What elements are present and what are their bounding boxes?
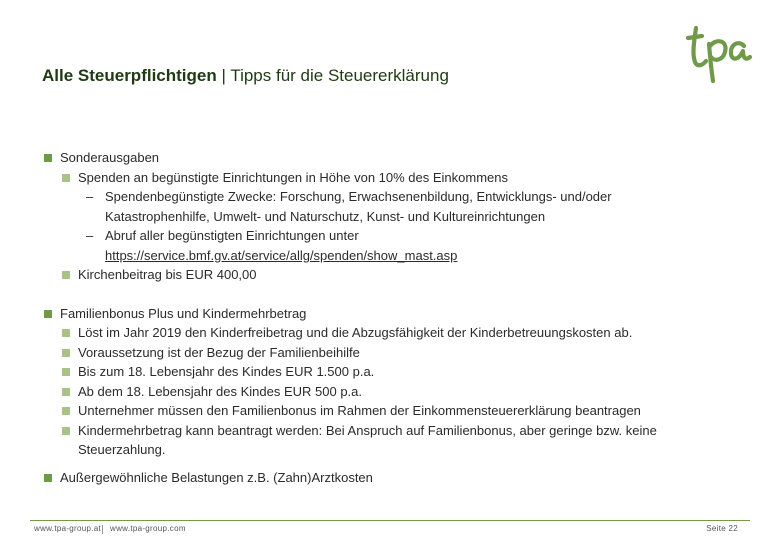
bullet-square-icon: [62, 271, 70, 279]
page-number: Seite 22: [706, 524, 738, 533]
spenden-link[interactable]: https://service.bmf.gv.at/service/allg/spenden/show_mast.asp: [105, 247, 458, 263]
bullet-square-icon: [62, 368, 70, 376]
bullet-square-icon: [62, 427, 70, 435]
footer-divider: [30, 520, 750, 521]
bullet-square-icon: [44, 474, 52, 482]
section-heading: Außergewöhnliche Belastungen z.B. (Zahn)Arztkosten: [42, 468, 732, 488]
list-item-continuation: Steuerzahlung.: [78, 442, 166, 457]
list-item: Kindermehrbetrag kann beantragt werden: Bei Anspruch auf Familienbonus, aber geringe bzw. keine: [42, 421, 732, 441]
title-rest: Tipps für die Steuererklärung: [230, 66, 449, 85]
spenden-link-row: [42, 246, 732, 266]
content-area: [42, 148, 732, 487]
bullet-square-icon: [62, 407, 70, 415]
list-item: Spenden an begünstigte Einrichtungen in Höhe von 10% des Einkommens: [42, 168, 732, 188]
list-item: Voraussetzung ist der Bezug der Familienbeihilfe: [42, 343, 732, 363]
title-separator: |: [216, 66, 231, 85]
sub-list-item-continuation: Katastrophenhilfe, Umwelt- und Naturschutz, Kunst- und Kultureinrichtungen: [105, 208, 546, 224]
bullet-square-icon: [44, 310, 52, 318]
dash-bullet: –: [86, 189, 94, 204]
footer-separator: [102, 525, 103, 534]
list-item: Kirchenbeitrag bis EUR 400,00: [42, 265, 732, 285]
sub-list-item: – Spendenbegünstigte Zwecke: Forschung, Erwachsenenbildung, Entwicklungs- und/oder: [42, 187, 732, 207]
list-item: Unternehmer müssen den Familienbonus im Rahmen der Einkommensteuererklärung beantragen: [42, 401, 732, 421]
section-heading: Sonderausgaben: [42, 148, 732, 168]
bullet-square-icon: [62, 349, 70, 357]
list-item: Ab dem 18. Lebensjahr des Kindes EUR 500 p.a.: [42, 382, 732, 402]
bullet-square-icon: [44, 154, 52, 162]
dash-bullet: –: [86, 228, 94, 243]
page-title: [42, 66, 449, 86]
footer-url-at[interactable]: www.tpa-group.at: [34, 524, 102, 533]
tpa-logo: [682, 24, 754, 84]
bullet-square-icon: [62, 388, 70, 396]
bullet-square-icon: [62, 329, 70, 337]
list-item: Löst im Jahr 2019 den Kinderfreibetrag und die Abzugsfähigkeit der Kinderbetreuungskosten ab.: [42, 323, 732, 343]
sub-list-item: – Abruf aller begünstigten Einrichtungen unter: [42, 226, 732, 246]
section-heading: Familienbonus Plus und Kindermehrbetrag: [42, 304, 732, 324]
title-strong: Alle Steuerpflichtigen: [42, 66, 217, 85]
footer-url-com[interactable]: www.tpa-group.com: [110, 524, 186, 533]
list-item: Bis zum 18. Lebensjahr des Kindes EUR 1.500 p.a.: [42, 362, 732, 382]
bullet-square-icon: [62, 174, 70, 182]
